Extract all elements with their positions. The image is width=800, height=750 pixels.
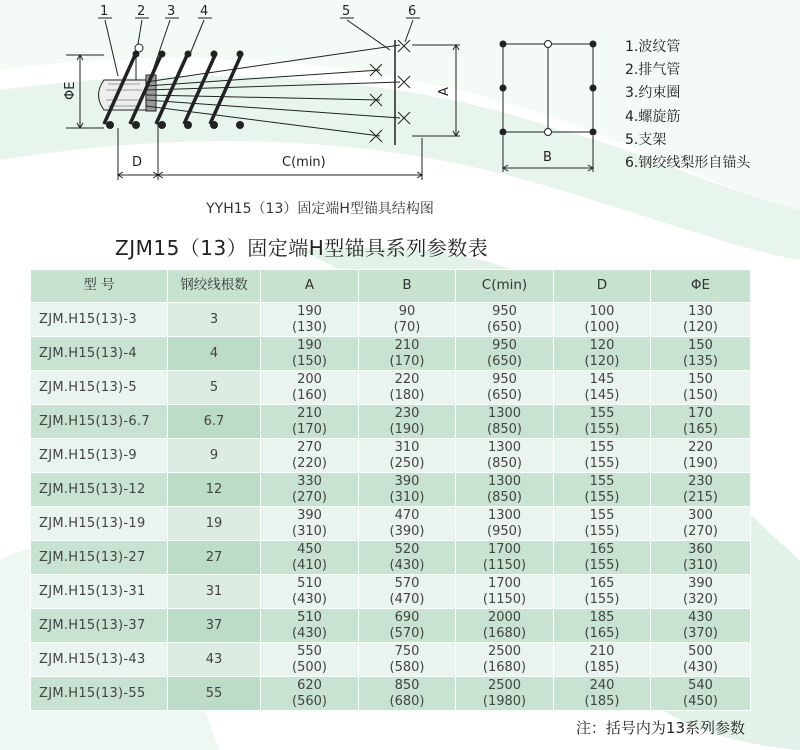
value-13-series: (1150) — [482, 557, 527, 573]
table-row — [31, 371, 751, 405]
value-13-series: (650) — [487, 319, 522, 335]
table-header-row — [31, 270, 751, 303]
value-15-series: 90 — [398, 304, 416, 319]
value-13-series: (190) — [683, 455, 718, 471]
value-15-series: 950 — [492, 304, 517, 319]
value-13-series: (250) — [389, 455, 425, 471]
value-13-series: (120) — [584, 353, 620, 369]
value-13-series: (185) — [584, 693, 620, 709]
value-15-series: 550 — [297, 644, 322, 659]
value-15-series: 750 — [394, 644, 420, 659]
value-15-series: 510 — [297, 610, 322, 625]
cell-c-min — [456, 507, 554, 541]
callout-leaders — [98, 18, 420, 76]
value-15-series: 950 — [492, 372, 517, 387]
diagram-caption: YYH15（13）固定端H型锚具结构图 — [206, 201, 434, 217]
cell-strand-count: 19 — [168, 507, 261, 541]
dim-phi-e: ΦE — [63, 81, 78, 100]
value-13-series: (310) — [292, 523, 327, 539]
value-15-series: 390 — [297, 508, 322, 523]
cell-c-min — [456, 575, 554, 609]
cell-a — [261, 507, 359, 541]
value-13-series: (430) — [292, 591, 327, 607]
value-15-series: 390 — [688, 576, 713, 591]
header-a: A — [261, 270, 359, 303]
value-13-series: (430) — [292, 625, 327, 641]
value-15-series: 165 — [589, 576, 615, 591]
cell-a — [261, 439, 359, 473]
value-15-series: 850 — [394, 678, 420, 693]
value-13-series: (850) — [487, 455, 522, 471]
value-13-series: (650) — [487, 353, 522, 369]
value-15-series: 510 — [297, 576, 322, 591]
cell-phi-e — [651, 405, 751, 439]
header-model: 型 号 — [31, 270, 168, 303]
cell-d — [554, 643, 651, 677]
value-15-series: 950 — [492, 338, 517, 353]
cell-phi-e — [651, 541, 751, 575]
table-row — [31, 473, 751, 507]
header-d: D — [554, 270, 651, 303]
cell-a — [261, 609, 359, 643]
value-15-series: 450 — [297, 542, 322, 557]
value-15-series: 150 — [688, 338, 713, 353]
cell-phi-e — [651, 609, 751, 643]
value-13-series: (215) — [683, 489, 718, 505]
value-15-series: 300 — [688, 508, 713, 523]
table-row — [31, 541, 751, 575]
value-15-series: 100 — [589, 304, 615, 319]
legend-item: 5.支架 — [625, 131, 667, 148]
cell-a — [261, 473, 359, 507]
cell-a — [261, 405, 359, 439]
cell-strand-count: 27 — [168, 541, 261, 575]
value-15-series: 470 — [394, 508, 420, 523]
value-13-series: (270) — [292, 489, 327, 505]
value-13-series: (165) — [683, 421, 718, 437]
cell-strand-count: 6.7 — [168, 405, 261, 439]
cell-strand-count: 37 — [168, 609, 261, 643]
value-15-series: 185 — [589, 610, 615, 625]
value-15-series: 1700 — [487, 542, 522, 557]
value-13-series: (320) — [683, 591, 718, 607]
cell-c-min — [456, 405, 554, 439]
value-13-series: (155) — [584, 591, 620, 607]
callout-5: 5 — [342, 4, 351, 19]
cell-d — [554, 575, 651, 609]
legend-item: 1.波纹管 — [625, 39, 681, 55]
cell-phi-e — [651, 439, 751, 473]
value-15-series: 155 — [589, 508, 615, 523]
table-row — [31, 575, 751, 609]
value-13-series: (570) — [389, 625, 425, 641]
value-13-series: (1150) — [482, 591, 527, 607]
cell-c-min — [456, 473, 554, 507]
cell-d — [554, 303, 651, 337]
cell-strand-count: 31 — [168, 575, 261, 609]
legend-item: 2.排气管 — [625, 62, 681, 79]
cell-b — [359, 439, 456, 473]
value-15-series: 155 — [589, 440, 615, 455]
cell-phi-e — [651, 575, 751, 609]
value-13-series: (155) — [584, 557, 620, 573]
cell-a — [261, 337, 359, 371]
table-row — [31, 337, 751, 371]
legend-item: 6.钢绞线梨形自锚头 — [625, 155, 751, 172]
cell-b — [359, 507, 456, 541]
value-15-series: 2500 — [487, 644, 522, 659]
cell-c-min — [456, 643, 554, 677]
value-13-series: (155) — [584, 489, 620, 505]
cell-model: ZJM.H15(13)-9 — [31, 439, 168, 473]
cell-phi-e — [651, 677, 751, 711]
value-13-series: (180) — [389, 387, 425, 403]
value-15-series: 690 — [394, 610, 420, 625]
callout-6: 6 — [408, 4, 417, 19]
dim-d: D — [132, 155, 143, 170]
cell-model: ZJM.H15(13)-5 — [31, 371, 168, 405]
value-13-series: (155) — [584, 421, 620, 437]
cell-d — [554, 677, 651, 711]
cell-model: ZJM.H15(13)-4 — [31, 337, 168, 371]
table-row — [31, 609, 751, 643]
cell-b — [359, 405, 456, 439]
table-row — [31, 507, 751, 541]
table-row — [31, 677, 751, 711]
value-15-series: 310 — [394, 440, 420, 455]
callout-1: 1 — [100, 4, 109, 19]
value-13-series: (680) — [389, 693, 425, 709]
legend-item: 3.约束圈 — [625, 85, 681, 102]
value-13-series: (150) — [292, 353, 327, 369]
cell-model: ZJM.H15(13)-55 — [31, 677, 168, 711]
value-13-series: (430) — [683, 659, 718, 675]
value-15-series: 360 — [688, 542, 713, 557]
cell-d — [554, 371, 651, 405]
value-13-series: (170) — [292, 421, 327, 437]
value-13-series: (145) — [584, 387, 620, 403]
table-row — [31, 405, 751, 439]
value-15-series: 210 — [297, 406, 322, 421]
cell-model: ZJM.H15(13)-43 — [31, 643, 168, 677]
value-13-series: (270) — [683, 523, 718, 539]
cell-strand-count: 9 — [168, 439, 261, 473]
value-15-series: 220 — [688, 440, 713, 455]
header-strand-count: 钢绞线根数 — [168, 270, 261, 303]
value-15-series: 1300 — [487, 508, 522, 523]
value-15-series: 390 — [394, 474, 420, 489]
value-15-series: 270 — [297, 440, 322, 455]
value-13-series: (1680) — [482, 625, 527, 641]
cell-phi-e — [651, 337, 751, 371]
value-15-series: 190 — [297, 304, 322, 319]
value-13-series: (150) — [683, 387, 718, 403]
parts-legend — [625, 36, 750, 175]
value-13-series: (500) — [292, 659, 327, 675]
value-13-series: (410) — [292, 557, 327, 573]
cell-model: ZJM.H15(13)-12 — [31, 473, 168, 507]
cell-b — [359, 541, 456, 575]
value-13-series: (100) — [584, 319, 620, 335]
cell-a — [261, 303, 359, 337]
header-phi-e: ΦE — [651, 270, 751, 303]
cell-phi-e — [651, 507, 751, 541]
value-13-series: (70) — [393, 319, 421, 335]
table-row — [31, 439, 751, 473]
cell-phi-e — [651, 371, 751, 405]
value-15-series: 165 — [589, 542, 615, 557]
value-13-series: (950) — [487, 523, 522, 539]
cell-model: ZJM.H15(13)-19 — [31, 507, 168, 541]
cell-c-min — [456, 337, 554, 371]
cell-phi-e — [651, 303, 751, 337]
dim-b: B — [543, 150, 552, 165]
value-15-series: 1300 — [487, 474, 522, 489]
value-13-series: (310) — [389, 489, 425, 505]
table-row — [31, 303, 751, 337]
value-15-series: 230 — [688, 474, 713, 489]
cell-a — [261, 643, 359, 677]
cell-a — [261, 575, 359, 609]
callout-4: 4 — [200, 4, 209, 19]
value-15-series: 155 — [589, 474, 615, 489]
value-15-series: 210 — [589, 644, 615, 659]
value-15-series: 2500 — [487, 678, 522, 693]
cell-strand-count: 3 — [168, 303, 261, 337]
value-13-series: (220) — [292, 455, 327, 471]
cell-c-min — [456, 303, 554, 337]
value-13-series: (1680) — [482, 659, 527, 675]
footnote: 注：括号内为13系列参数 — [575, 719, 745, 737]
value-13-series: (185) — [584, 659, 620, 675]
cell-d — [554, 609, 651, 643]
legend-item: 4.螺旋筋 — [625, 108, 681, 125]
value-13-series: (1980) — [482, 693, 527, 709]
cell-strand-count: 43 — [168, 643, 261, 677]
cell-a — [261, 371, 359, 405]
value-15-series: 330 — [297, 474, 322, 489]
cell-b — [359, 677, 456, 711]
value-15-series: 520 — [394, 542, 420, 557]
cell-b — [359, 609, 456, 643]
value-15-series: 540 — [688, 678, 713, 693]
value-13-series: (135) — [683, 353, 718, 369]
cell-strand-count: 5 — [168, 371, 261, 405]
callout-3: 3 — [167, 4, 176, 19]
value-15-series: 230 — [394, 406, 420, 421]
value-15-series: 1700 — [487, 576, 522, 591]
value-15-series: 1300 — [487, 440, 522, 455]
cell-d — [554, 439, 651, 473]
cell-model: ZJM.H15(13)-6.7 — [31, 405, 168, 439]
parameter-table — [30, 269, 751, 711]
pear-anchor-heads — [370, 40, 410, 142]
cell-b — [359, 643, 456, 677]
cell-c-min — [456, 609, 554, 643]
cell-strand-count: 55 — [168, 677, 261, 711]
value-13-series: (560) — [292, 693, 327, 709]
value-15-series: 2000 — [487, 610, 522, 625]
value-15-series: 210 — [394, 338, 420, 353]
value-15-series: 155 — [589, 406, 615, 421]
cell-d — [554, 507, 651, 541]
cell-d — [554, 405, 651, 439]
cell-model: ZJM.H15(13)-3 — [31, 303, 168, 337]
table-title: ZJM15（13）固定端H型锚具系列参数表 — [115, 236, 489, 260]
cell-a — [261, 541, 359, 575]
value-13-series: (160) — [292, 387, 327, 403]
value-15-series: 170 — [688, 406, 713, 421]
header-c-min: C(min) — [456, 270, 554, 303]
cell-model: ZJM.H15(13)-37 — [31, 609, 168, 643]
value-15-series: 620 — [297, 678, 322, 693]
value-15-series: 220 — [394, 372, 420, 387]
value-15-series: 500 — [688, 644, 713, 659]
cell-b — [359, 473, 456, 507]
cell-d — [554, 337, 651, 371]
value-15-series: 190 — [297, 338, 322, 353]
cell-strand-count: 4 — [168, 337, 261, 371]
cell-b — [359, 337, 456, 371]
value-13-series: (850) — [487, 489, 522, 505]
cell-model: ZJM.H15(13)-27 — [31, 541, 168, 575]
value-13-series: (120) — [683, 319, 718, 335]
cell-c-min — [456, 371, 554, 405]
header-b: B — [359, 270, 456, 303]
value-13-series: (850) — [487, 421, 522, 437]
value-13-series: (165) — [584, 625, 620, 641]
value-15-series: 1300 — [487, 406, 522, 421]
value-13-series: (450) — [683, 693, 718, 709]
value-13-series: (470) — [389, 591, 425, 607]
dim-c-min: C(min) — [282, 155, 326, 170]
cell-b — [359, 371, 456, 405]
cell-strand-count: 12 — [168, 473, 261, 507]
value-13-series: (170) — [389, 353, 425, 369]
cell-c-min — [456, 677, 554, 711]
cell-model: ZJM.H15(13)-31 — [31, 575, 168, 609]
cell-c-min — [456, 541, 554, 575]
callout-2: 2 — [137, 4, 146, 19]
table-row — [31, 643, 751, 677]
value-15-series: 120 — [589, 338, 615, 353]
value-15-series: 570 — [394, 576, 420, 591]
value-15-series: 200 — [297, 372, 322, 387]
cell-d — [554, 541, 651, 575]
value-13-series: (650) — [487, 387, 522, 403]
value-13-series: (580) — [389, 659, 425, 675]
value-15-series: 150 — [688, 372, 713, 387]
cell-b — [359, 303, 456, 337]
value-13-series: (430) — [389, 557, 425, 573]
dim-a: A — [437, 87, 452, 96]
value-13-series: (370) — [683, 625, 718, 641]
value-13-series: (310) — [683, 557, 718, 573]
value-15-series: 130 — [688, 304, 713, 319]
value-13-series: (155) — [584, 455, 620, 471]
value-15-series: 240 — [589, 678, 615, 693]
value-13-series: (155) — [584, 523, 620, 539]
cell-phi-e — [651, 473, 751, 507]
cell-c-min — [456, 439, 554, 473]
value-15-series: 145 — [589, 372, 615, 387]
value-13-series: (390) — [389, 523, 425, 539]
cell-b — [359, 575, 456, 609]
value-13-series: (130) — [292, 319, 327, 335]
value-13-series: (190) — [389, 421, 425, 437]
cell-d — [554, 473, 651, 507]
cell-a — [261, 677, 359, 711]
value-15-series: 430 — [688, 610, 713, 625]
cell-phi-e — [651, 643, 751, 677]
